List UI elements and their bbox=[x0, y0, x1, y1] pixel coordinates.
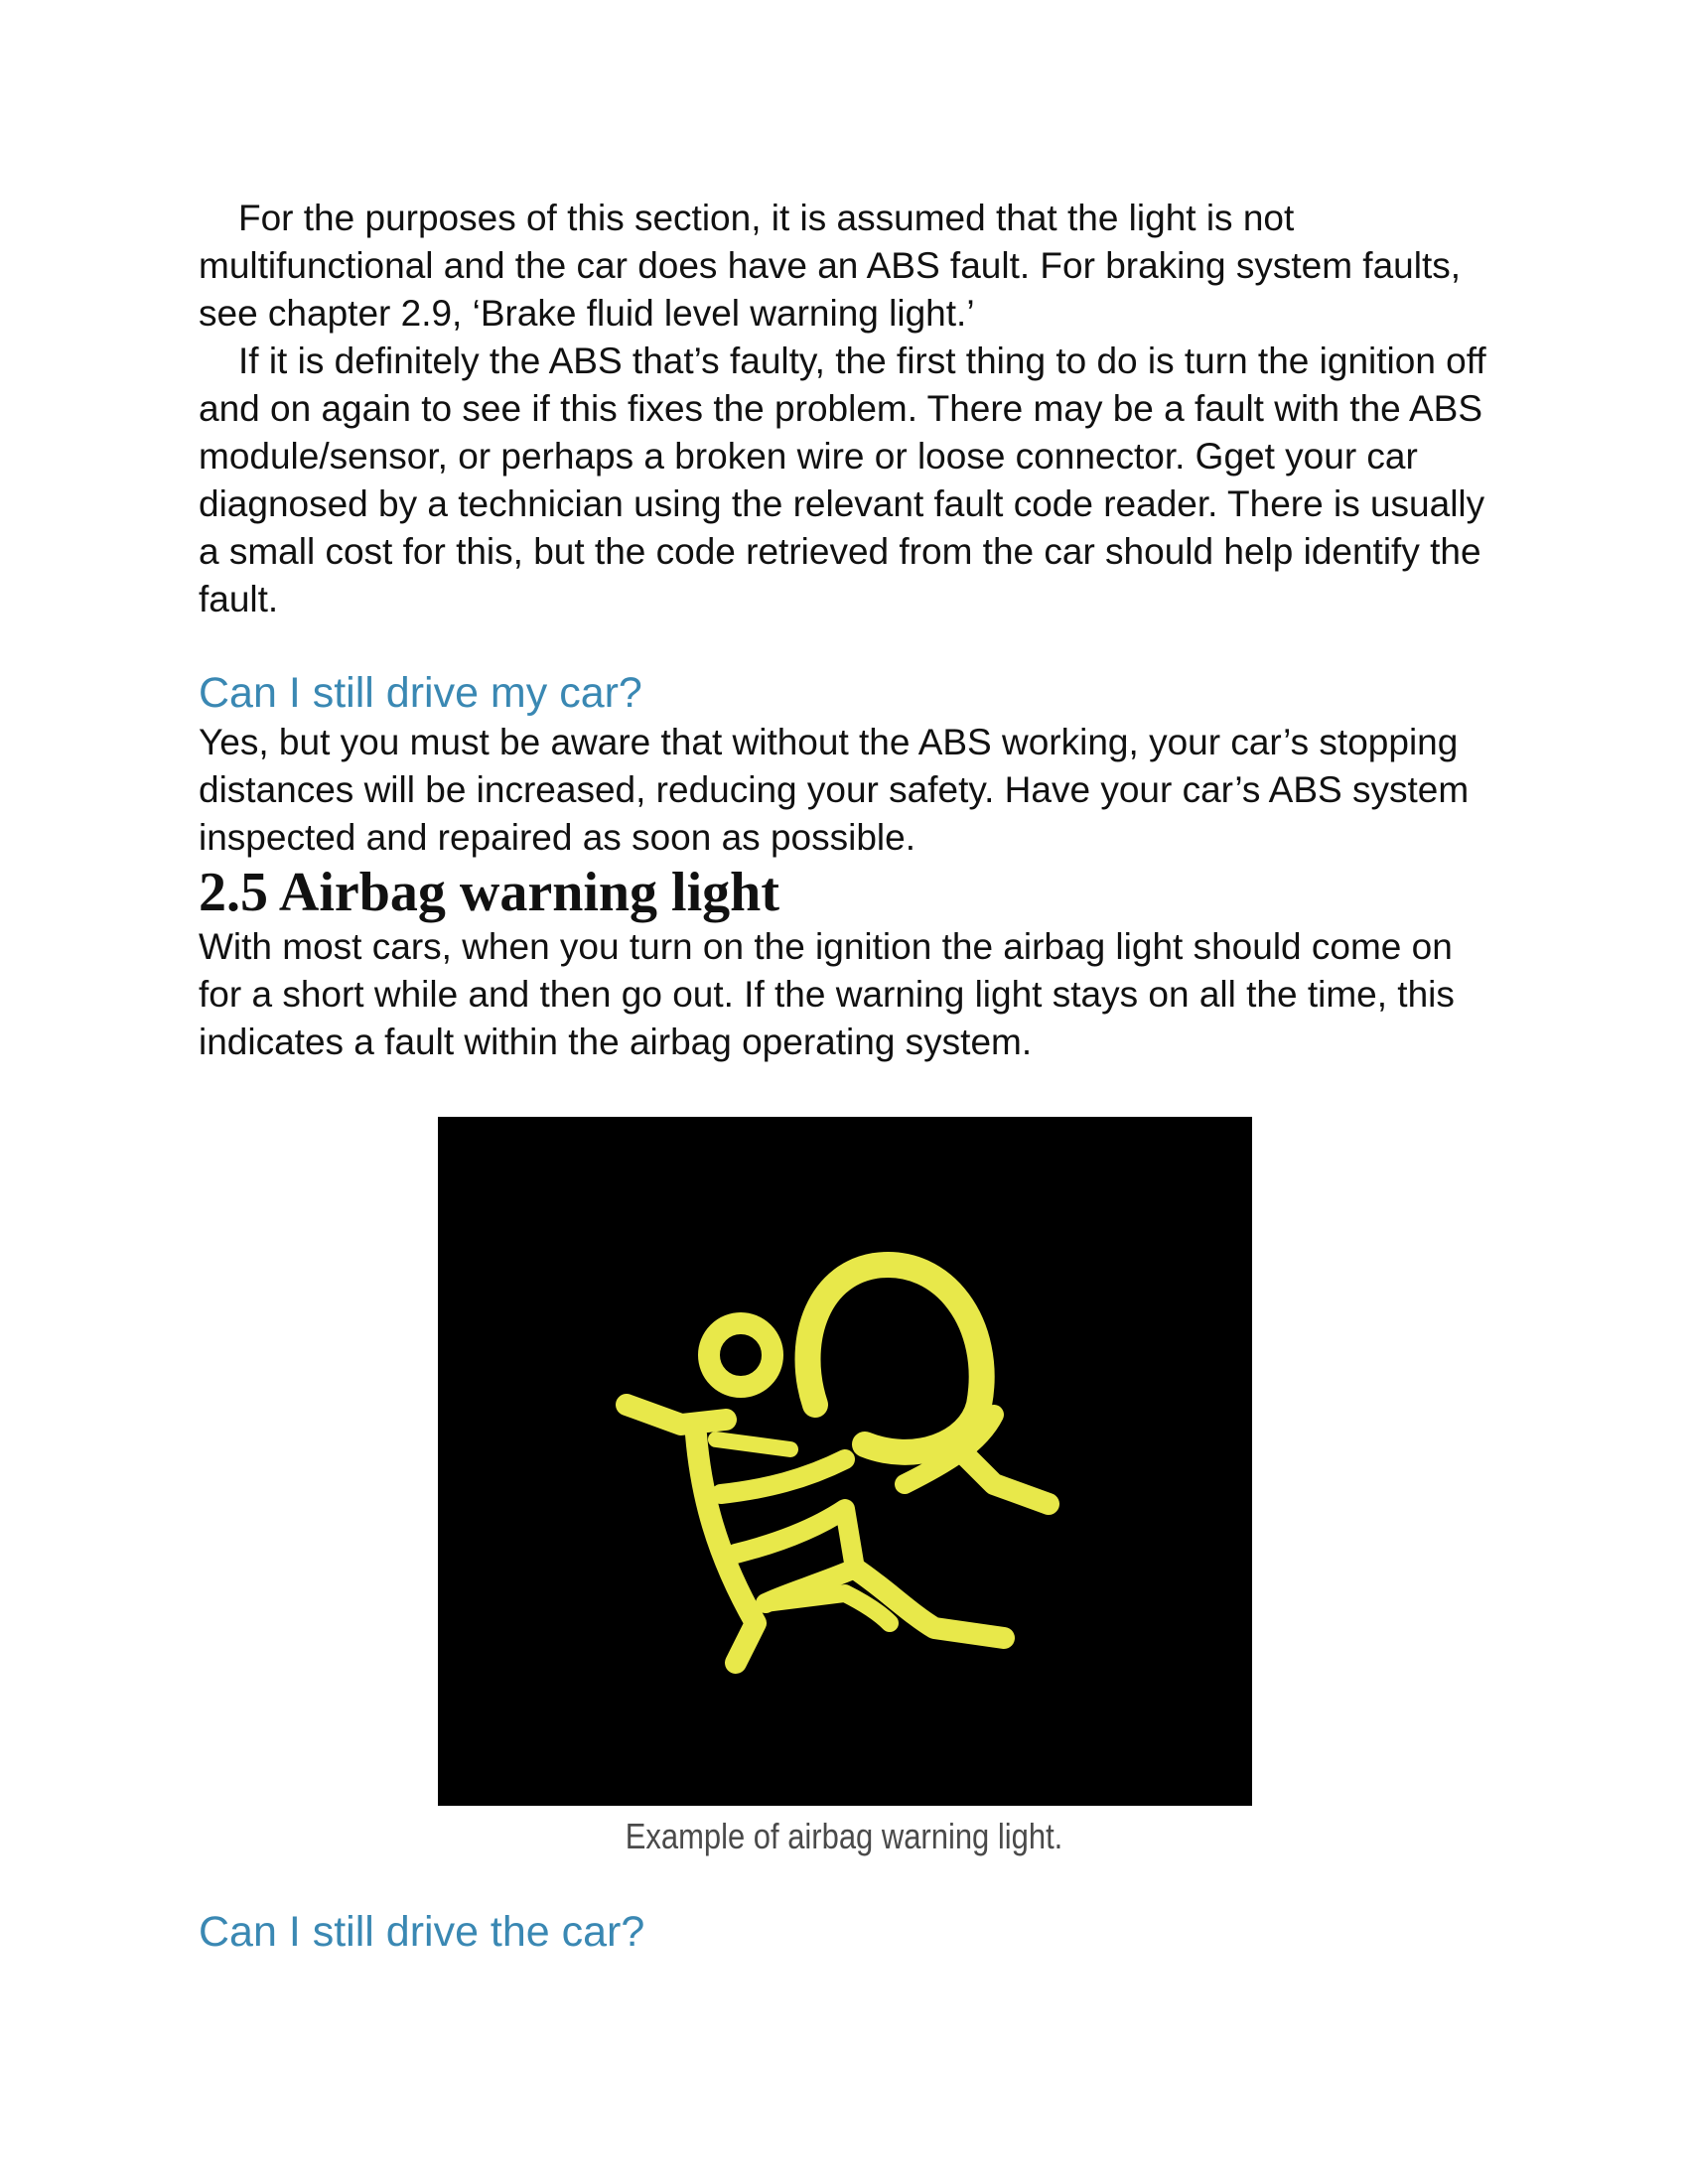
paragraph-airbag-intro: With most cars, when you turn on the ignition the airbag light should come on for a short while and then go out. If the warning light stays on all the time, this indicates a fault within the airbag operating system. bbox=[199, 926, 1455, 1062]
paragraph-abs-fault: If it is definitely the ABS that’s faulty, the first thing to do is turn the ignition off and on again to see if this fixes the problem. There may be a fault with the ABS module/sensor, or perhaps a broken wire or loose connector. Gget your car diagnosed by a technician using the relevant fault code reader. There is usually a small cost for this, but the code retrieved from the car should help identify the fault. bbox=[199, 341, 1486, 619]
airbag-warning-icon bbox=[438, 1117, 1252, 1806]
document-body bbox=[199, 195, 1489, 1066]
section-heading-airbag: 2.5 Airbag warning light bbox=[199, 862, 779, 923]
airbag-warning-figure bbox=[438, 1117, 1252, 1806]
subheading-drive-the-car: Can I still drive the car? bbox=[199, 1908, 645, 1956]
paragraph-abs-drive-answer: Yes, but you must be aware that without the ABS working, your car’s stopping distances will be increased, reducing your safety. Have your car’s ABS system inspected and repaired as soon as possible. bbox=[199, 722, 1470, 858]
subheading-drive-my-car: Can I still drive my car? bbox=[199, 669, 642, 717]
figure-caption: Example of airbag warning light. bbox=[625, 1816, 1063, 1856]
paragraph-abs-assumption: For the purposes of this section, it is assumed that the light is not multifunctional and the car does have an ABS fault. For braking system faults, see chapter 2.9, ‘Brake fluid level warning light.’ bbox=[199, 198, 1462, 334]
